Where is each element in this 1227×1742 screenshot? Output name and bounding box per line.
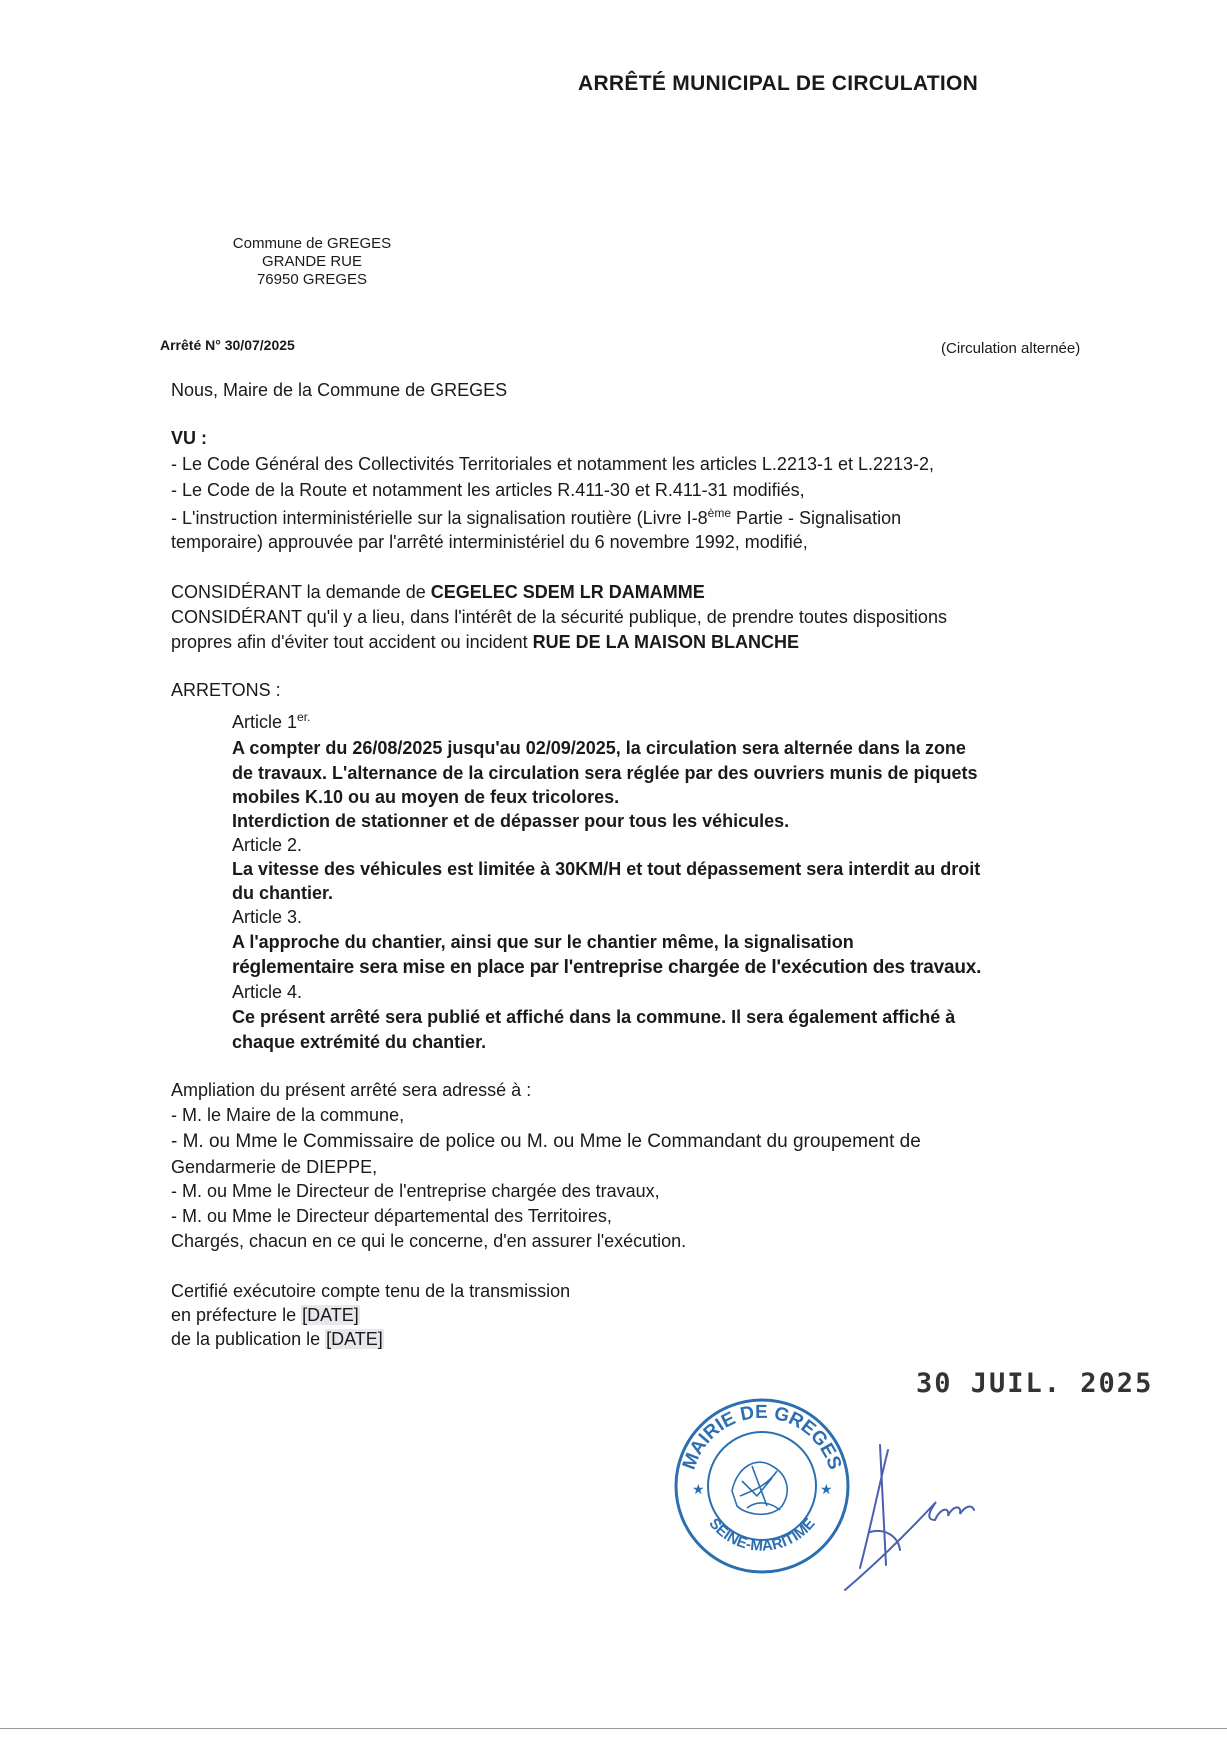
intro-line: Nous, Maire de la Commune de GREGES: [171, 380, 508, 400]
svg-text:MAIRIE DE GREGES: MAIRIE DE GREGES: [678, 1401, 846, 1473]
ampliation-recipient: - M. ou Mme le Directeur de l'entreprise chargée des travaux,: [171, 1181, 660, 1201]
article-text: de travaux. L'alternance de la circulation sera réglée par des ouvriers munis de piquets: [232, 763, 978, 783]
seal-graphic: [672, 1396, 852, 1576]
certification-line: en préfecture le [DATE]: [171, 1305, 359, 1325]
vu-item: - Le Code de la Route et notamment les articles R.411-30 et R.411-31 modifiés,: [171, 480, 805, 500]
ampliation-closing: Chargés, chacun en ce qui le concerne, d'en assurer l'exécution.: [171, 1231, 687, 1251]
article-label: Article 4.: [232, 982, 303, 1002]
commune-address: [212, 235, 412, 289]
article-label: Article 3.: [232, 907, 303, 927]
date-stamp: 30 JUIL. 2025: [916, 1368, 1154, 1399]
ampliation-recipient: - M. le Maire de la commune,: [171, 1105, 405, 1125]
arrete-type: (Circulation alternée): [941, 340, 1081, 357]
ampliation-recipient: - M. ou Mme le Commissaire de police ou M. ou Mme le Commandant du groupement de: [171, 1131, 921, 1152]
commune-address-line: 76950 GREGES: [256, 271, 368, 288]
article-label: Article 2.: [232, 835, 303, 855]
vu-item: - L'instruction interministérielle sur la signalisation routière (Livre I-8ème Partie - Signalisation: [171, 506, 902, 528]
ampliation-recipient: - M. ou Mme le Directeur départemental des Territoires,: [171, 1206, 612, 1226]
mairie-seal: [672, 1396, 852, 1581]
article-text: A l'approche du chantier, ainsi que sur le chantier même, la signalisation: [232, 932, 854, 952]
document-title: ARRÊTÉ MUNICIPAL DE CIRCULATION: [578, 72, 979, 95]
ampliation-recipient-continued: Gendarmerie de DIEPPE,: [171, 1157, 378, 1177]
article-text: A compter du 26/08/2025 jusqu'au 02/09/2025, la circulation sera alternée dans la zone: [232, 738, 966, 758]
svg-text:★: ★: [820, 1481, 833, 1497]
article-text: du chantier.: [232, 883, 334, 903]
vu-heading: VU :: [171, 428, 207, 448]
vu-item-continued: temporaire) approuvée par l'arrêté interministériel du 6 novembre 1992, modifié,: [171, 532, 808, 552]
arretons-heading: ARRETONS :: [171, 680, 281, 700]
article-text: La vitesse des véhicules est limitée à 30KM/H et tout dépassement sera interdit au droit: [232, 859, 981, 879]
date-placeholder: [DATE]: [326, 1329, 383, 1349]
date-placeholder: [DATE]: [302, 1305, 359, 1325]
arrete-number: Arrêté N° 30/07/2025: [160, 337, 295, 353]
considerant-line: propres afin d'éviter tout accident ou incident RUE DE LA MAISON BLANCHE: [171, 632, 799, 652]
considerant-line: CONSIDÉRANT qu'il y a lieu, dans l'intérêt de la sécurité publique, de prendre toutes dispositions: [171, 607, 947, 627]
page-bottom-edge: [0, 1728, 1227, 1729]
svg-text:★: ★: [692, 1481, 705, 1497]
ampliation-heading: Ampliation du présent arrêté sera adressé à :: [171, 1080, 532, 1100]
article-text: Interdiction de stationner et de dépasser pour tous les véhicules.: [232, 811, 790, 831]
certification-line: Certifié exécutoire compte tenu de la transmission: [171, 1281, 571, 1301]
article-text: Ce présent arrêté sera publié et affiché dans la commune. Il sera également affiché à: [232, 1007, 956, 1027]
mayor-signature: [840, 1440, 980, 1605]
commune-address-line: Commune de GREGES: [232, 235, 392, 252]
article-label: Article $1^{er.}$: [232, 710, 311, 732]
considerant-line: CONSIDÉRANT la demande de CEGELEC SDEM LR DAMAMME: [171, 582, 705, 602]
article-text: mobiles K.10 ou au moyen de feux tricolores.: [232, 787, 620, 807]
svg-text:SEINE-MARITIME: SEINE-MARITIME: [705, 1515, 819, 1555]
certification-line: de la publication le [DATE]: [171, 1329, 383, 1349]
article-text: chaque extrémité du chantier.: [232, 1032, 487, 1052]
article-text: réglementaire sera mise en place par l'entreprise chargée de l'exécution des travaux.: [232, 957, 982, 978]
commune-address-line: GRANDE RUE: [261, 253, 362, 270]
vu-item: - Le Code Général des Collectivités Territoriales et notamment les articles L.2213-1 et L.2213-2,: [171, 454, 935, 474]
signature-graphic: [840, 1440, 980, 1600]
